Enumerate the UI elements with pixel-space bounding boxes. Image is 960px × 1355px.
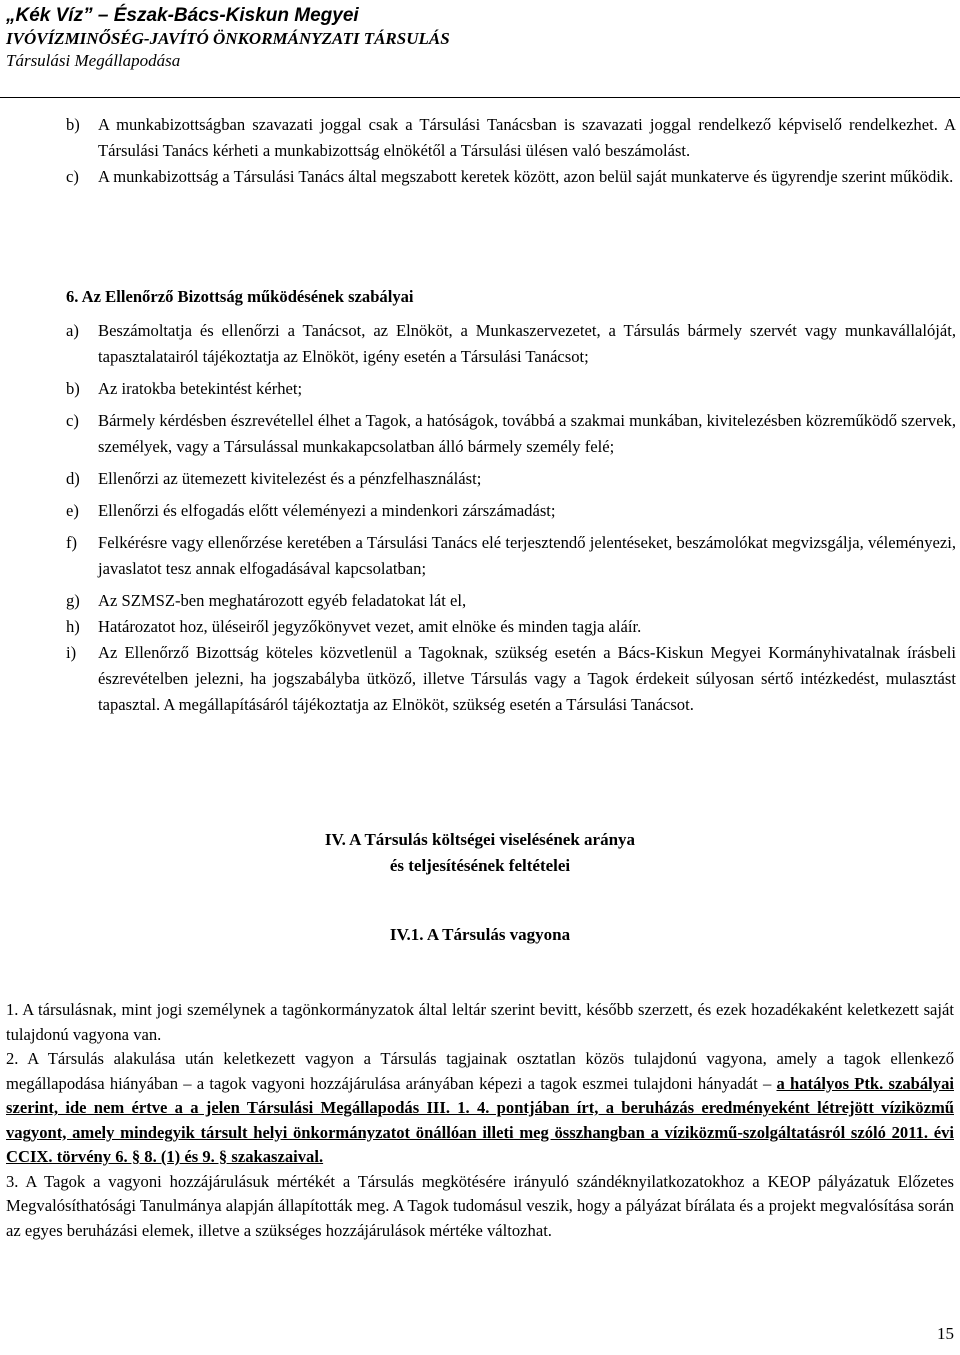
item-label: e) [66, 501, 79, 520]
list-item [66, 640, 956, 718]
subchapter-title: IV.1. A Társulás vagyona [389, 925, 571, 944]
item-text: Az Ellenőrző Bizottság köteles közvetlenül a Tagoknak, szükség esetén a Bács-Kiskun Megyei Kormányhivatalnak írásbeli észrevételben jelezni, ha jogszabályba ütköző, illetve Társulás vagy a Tagok érdekeit súlyosan sértő intézkedést, mulasztást tapasztal. A megállapításáról tájékoztatja az Elnököt, szükség esetén a Társulási Tanácsot. [98, 643, 956, 714]
item-text: Ellenőrzi és elfogadás előtt véleményezi a mindenkori zárszámadást; [98, 501, 556, 520]
list-item [66, 530, 956, 582]
item-text: Ellenőrzi az ütemezett kivitelezést és a pénzfelhasználást; [98, 469, 482, 488]
header-doc-name: Társulási Megállapodása [6, 51, 181, 70]
section-6-title [0, 284, 956, 310]
list-item [66, 614, 956, 640]
item-label: g) [66, 591, 80, 610]
item-label: c) [66, 167, 79, 186]
prev-items-list [66, 112, 956, 190]
list-item [66, 408, 956, 460]
vagyon-paragraphs [6, 998, 954, 1243]
item-label: i) [66, 643, 77, 662]
item-text: A munkabizottságban szavazati joggal csak a Társulási Tanácsban is szavazati joggal rendelkező képviselő rendelkezhet. A Társulási Tanács kérheti a munkabizottság elnökétől a Társulási ülésen való beszámolást. [98, 115, 956, 160]
section-6 [66, 284, 956, 714]
list-item [66, 466, 956, 492]
list-item [66, 498, 956, 524]
paragraph-2 [6, 1047, 954, 1170]
section-6-title-text: 6. Az Ellenőrző Bizottság működésének szabályai [66, 287, 414, 306]
page-number: 15 [937, 1324, 954, 1343]
item-label: b) [66, 115, 80, 134]
list-item [66, 164, 956, 190]
section-6-list [66, 318, 956, 724]
item-label: b) [66, 379, 80, 398]
item-text: Az SZMSZ-ben meghatározott egyéb feladatokat lát el, [98, 591, 467, 610]
paragraph-1: 1. A társulásnak, mint jogi személynek a tagönkormányzatok által leltár szerint bevitt, később szerzett, és ezek hozadékaként keletkezett saját tulajdonú vagyona van. [6, 1000, 954, 1044]
item-text: Beszámoltatja és ellenőrzi a Tanácsot, az Elnököt, a Munkaszervezetet, a Társulás bármely szervét vagy munkavállalóját, tapasztalatairól tájékoztatja az Elnököt, igény esetén a Társulási Tanácsot; [98, 321, 956, 366]
chapter-title [0, 827, 960, 879]
list-item [66, 588, 956, 614]
item-label: a) [66, 321, 79, 340]
paragraph-3: 3. A Tagok a vagyoni hozzájárulásuk mértékét a Társulás megkötésére irányuló szándéknyilatkozatokhoz a KEOP pályázatuk Előzetes Megvalósíthatósági Tanulmánya alapján állapították meg. A Tagok tudomásul veszik, hogy a pályázat bírálata és a projekt megvalósítása során az egyes beruházási elemek, illetve a szükséges hozzájárulások mértéke változhat. [6, 1171, 954, 1240]
header-divider [0, 97, 960, 98]
item-label: c) [66, 411, 79, 430]
item-text: Bármely kérdésben észrevétellel élhet a Tagok, a hatóságok, továbbá a szakmai munkában, kivitelezésben közreműködő szervek, személyek, vagy a Társulással munkakapcsolatban álló bármely személy felé; [98, 411, 956, 456]
chapter-title-line1: IV. A Társulás költségei viselésének aránya [324, 830, 636, 849]
item-label: d) [66, 469, 80, 488]
item-text: Határozatot hoz, üléseiről jegyzőkönyvet vezet, amit elnöke és minden tagja aláír. [98, 617, 642, 636]
item-label: f) [66, 533, 78, 552]
chapter-title-line2: és teljesítésének feltételei [389, 856, 571, 875]
list-item [66, 318, 956, 370]
item-text: Az iratokba betekintést kérhet; [98, 379, 303, 398]
list-item [66, 112, 956, 164]
header-title: „Kék Víz” – Észak-Bács-Kiskun Megyei [6, 5, 359, 26]
paragraph-2-text: 2. A Társulás alakulása után keletkezett vagyon a Társulás tagjainak osztatlan közös tulajdonú vagyona, amely a tagok ellenkező megállapodása hiányában – a tagok vagyoni hozzájárulása arányában képezi a tagok eszmei tulajdoni hányadát – [6, 1049, 954, 1093]
header-subtitle: IVÓVÍZMINŐSÉG-JAVÍTÓ ÖNKORMÁNYZATI TÁRSULÁS [6, 29, 450, 48]
item-text: A munkabizottság a Társulási Tanács által megszabott keretek között, azon belül saját munkaterve és ügyrendje szerint működik. [98, 167, 954, 186]
item-text: Felkérésre vagy ellenőrzése keretében a Társulási Tanács elé terjesztendő jelentéseket, beszámolókat megvizsgálja, véleményezi, javaslatot tesz annak elfogadásával kapcsolatban; [98, 533, 956, 578]
paragraph-2-emphasis: a hatályos Ptk. szabályai szerint, ide nem értve a a jelen Társulási Megállapodás III. 1. 4. pontjában írt, a beruházás eredményeként létrejött víziközmű vagyont, amely mindegyik társult helyi önkormányzatot önállóan illeti meg összhangban a víziközmű-szolgáltatásról szóló 2011. évi CCIX. törvény 6. § 8. (1) és 9. § szakaszaival. [6, 1073, 954, 1166]
list-item [66, 376, 956, 402]
document-header [6, 4, 960, 72]
item-label: h) [66, 617, 80, 636]
